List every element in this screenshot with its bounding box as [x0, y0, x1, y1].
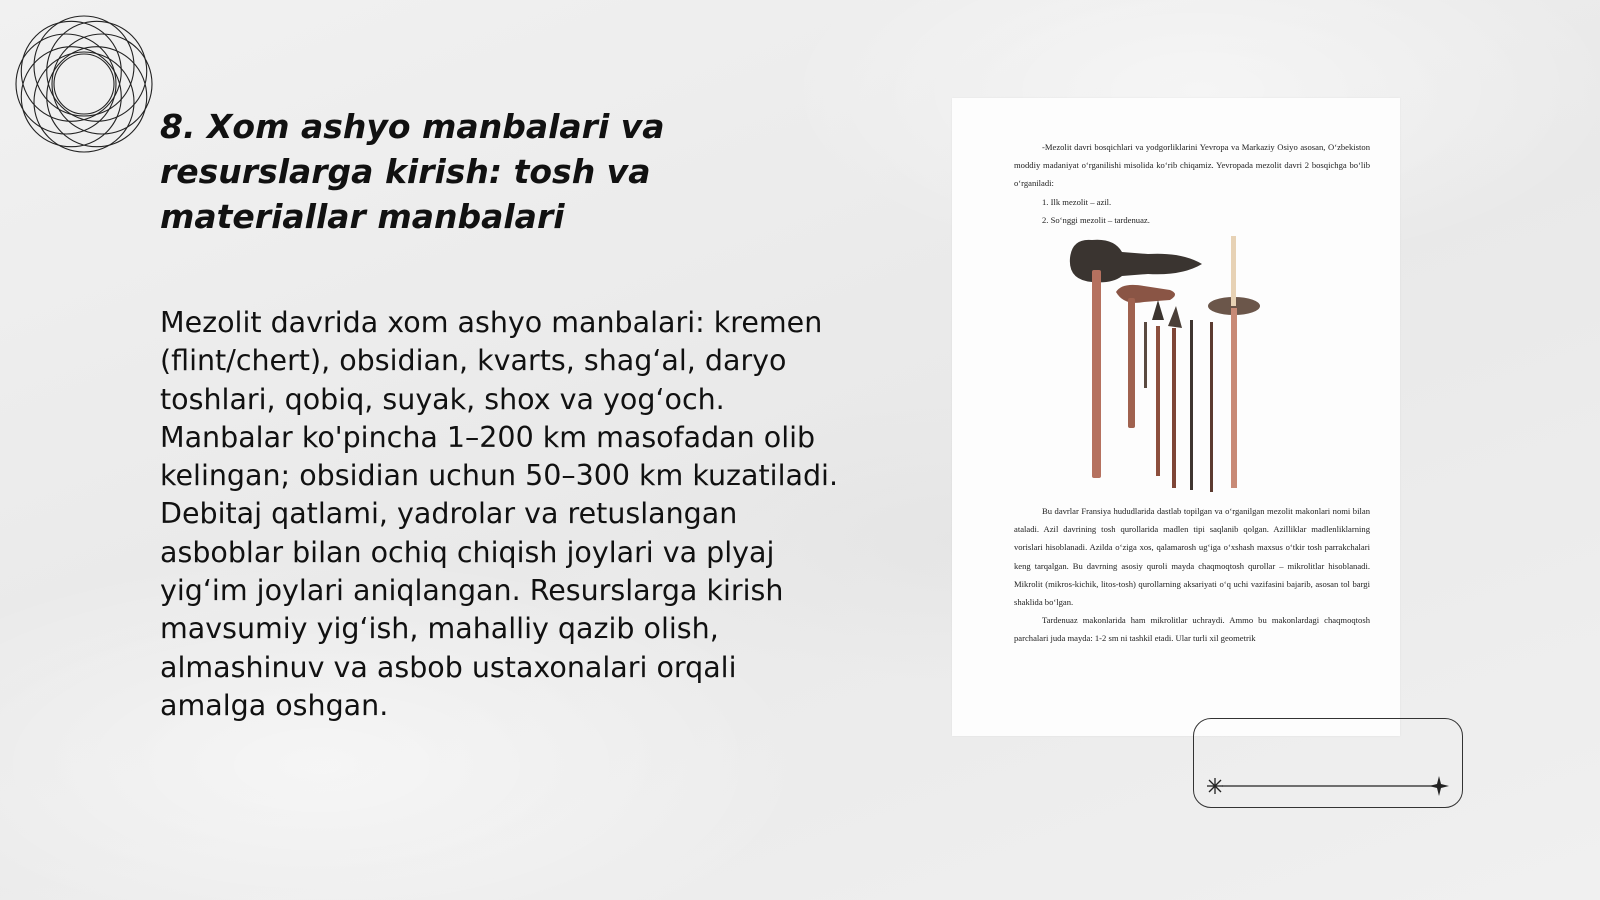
document-body — [1014, 502, 1370, 648]
stone-tools-illustration — [1052, 230, 1292, 500]
document-image — [952, 98, 1400, 736]
slide-body-text: Mezolit davrida xom ashyo manbalari: kremen (flint/chert), obsidian, kvarts, shag‘al, daryo toshlari, qobiq, suyak, shox va yog‘och. Manbalar ko'pincha 1–200 km masofadan olib kelingan; obsidian uchun 50–300 km kuzatiladi. Debitaj qatlami, yadrolar va retuslangan asboblar bilan ochiq chiqish joylari va plyaj yig‘im joylari aniqlangan. Resurslarga kirish mavsumiy yig‘ish, mahalliy qazib olish, almashinuv va asbob ustaxonalari orqali amalga oshgan. — [160, 306, 839, 722]
slide-title: 8. Xom ashyo manbalari va resurslarga kirish: tosh va materiallar manbalari — [160, 107, 665, 236]
ornament-ring — [21, 47, 121, 147]
document-paragraph: Tardenuaz makonlarida ham mikrolitlar uchraydi. Ammo bu makonlardagi chaqmoqtosh parchalari juda mayda: 1-2 sm ni tashkil etadi. Ular turli xil geometrik — [1014, 615, 1370, 644]
star-point-icon — [1429, 776, 1449, 796]
ornament-ring — [21, 21, 121, 121]
document-list-item: 2. So‘nggi mezolit – tardenuaz. — [1042, 214, 1150, 225]
document-paragraph: Bu davrlar Fransiya hududlarida dastlab topilgan va o‘rganilgan mezolit makonlari nomi bilan ataladi. Azil davrining tosh qurollarida madlen tipi saqlanib qolgan. Azilliklar madlenliklarning vorislari hisoblanadi. Azilda o‘ziga xos, qalamarosh ug‘iga o‘xshash maxsus o‘tkir tosh parrakchalari keng tarqalgan. Bu davrning asosiy quroli mayda chaqmoqtosh qurollar – mikrolitlar hisoblanadi. Mikrolit (mikros-kichik, litos-tosh) qurollarning aksariyati o‘q uchi vazifasini bajarib, asosan tol bargi shaklida bo‘lgan. — [1014, 506, 1370, 608]
document-intro — [1014, 138, 1370, 229]
decorative-line — [1202, 774, 1458, 798]
ornament-rosette-icon — [8, 8, 160, 160]
ornament-ring — [47, 21, 147, 121]
document-intro-paragraph: -Mezolit davri bosqichlari va yodgorliklarini Yevropa va Markaziy Osiyo asosan, O‘zbekiston moddiy madaniyat o‘rganilishi misolida ko‘rib chiqamiz. Yevropada mezolit davri 2 bosqichga bo‘lib o‘rganiladi: — [1014, 142, 1370, 189]
document-list-item: 1. Ilk mezolit – azil. — [1042, 196, 1112, 207]
sparkle-icon — [1207, 778, 1223, 794]
ornament-ring — [47, 47, 147, 147]
